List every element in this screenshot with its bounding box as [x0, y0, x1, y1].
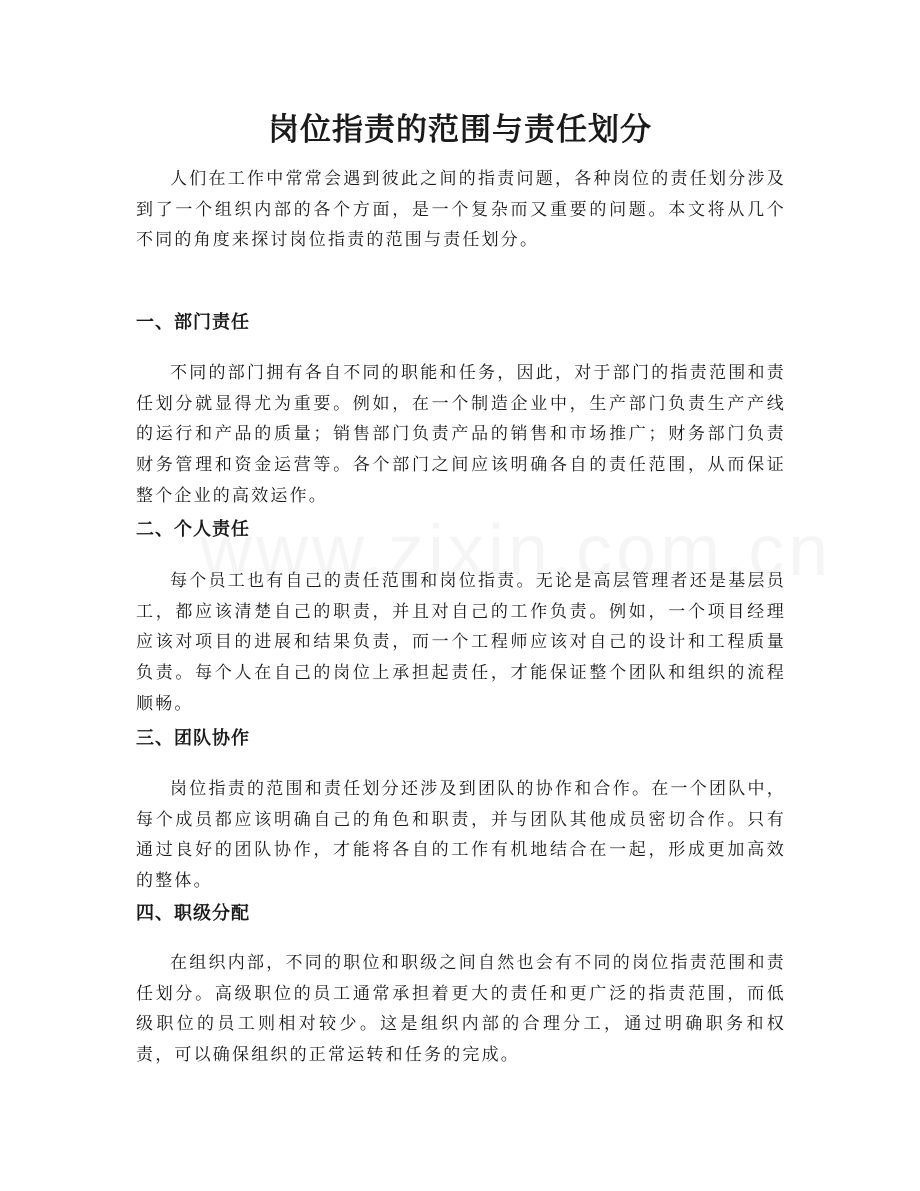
section-body-teamwork: 岗位指责的范围和责任划分还涉及到团队的协作和合作。在一个团队中，每个成员都应该明确自己的角色和职责，并与团队其他成员密切合作。只有通过良好的团队协作，才能将各自的工作有机地结合在一起，形成更加高效的整体。 — [136, 779, 786, 892]
section-body-rank: 在组织内部，不同的职位和职级之间自然也会有不同的岗位指责范围和责任划分。高级职位的员工通常承担着更大的责任和更广泛的指责范围，而低级职位的员工则相对较少。这是组织内部的合理分工，通过明确职务和权责，可以确保组织的正常运转和任务的完成。 — [136, 953, 786, 1066]
section-heading-department: 一、部门责任 — [136, 312, 250, 333]
page-title: 岗位指责的范围与责任划分 — [268, 112, 652, 148]
section-body-department: 不同的部门拥有各自不同的职能和任务，因此，对于部门的指责范围和责任划分就显得尤为重要。例如，在一个制造企业中，生产部门负责生产产线的运行和产品的质量；销售部门负责产品的销售和市场推广；财务部门负责财务管理和资金运营等。各个部门之间应该明确各自的责任范围，从而保证整个企业的高效运作。 — [136, 363, 786, 506]
section-body-individual: 每个员工也有自己的责任范围和岗位指责。无论是高层管理者还是基层员工，都应该清楚自己的职责，并且对自己的工作负责。例如，一个项目经理应该对项目的进展和结果负责，而一个工程师应该对自己的设计和工程质量负责。每个人在自己的岗位上承担起责任，才能保证整个团队和组织的流程顺畅。 — [136, 571, 786, 714]
section-heading-individual: 二、个人责任 — [136, 519, 250, 540]
intro-paragraph: 人们在工作中常常会遇到彼此之间的指责问题，各种岗位的责任划分涉及到了一个组织内部的各个方面，是一个复杂而又重要的问题。本文将从几个不同的角度来探讨岗位指责的范围与责任划分。 — [136, 169, 786, 251]
section-heading-rank: 四、职级分配 — [136, 903, 250, 924]
section-heading-teamwork: 三、团队协作 — [136, 728, 250, 749]
